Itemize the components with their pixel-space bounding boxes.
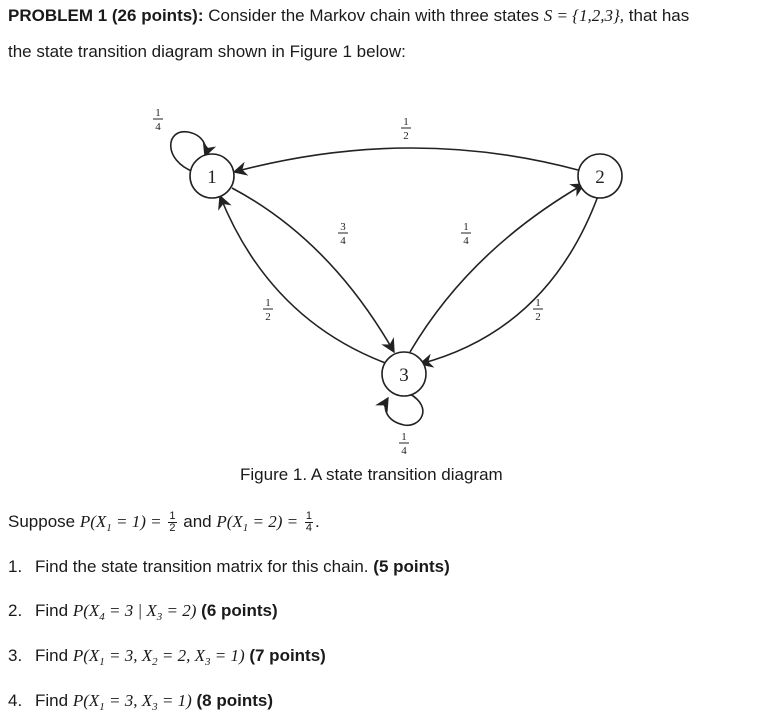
- prob-x1-eq-2: $P(X_1 = 2)$ =: [216, 511, 299, 534]
- question-4-points: (8 points): [196, 691, 273, 710]
- label-loop-3: [399, 431, 409, 457]
- edge-1-to-3: [232, 188, 394, 352]
- label-edge-3-2: [461, 221, 471, 247]
- label-edge-3-1: [263, 297, 273, 323]
- question-1-points: (5 points): [373, 557, 450, 576]
- svg-text:1: 1: [463, 221, 469, 233]
- svg-text:1: 1: [265, 297, 271, 309]
- svg-text:2: 2: [403, 130, 409, 142]
- label-loop-1: [153, 107, 163, 133]
- self-loop-3: [385, 394, 422, 425]
- and-word: and: [183, 511, 212, 531]
- label-edge-2-3: [533, 297, 543, 323]
- edge-2-to-1: [234, 148, 578, 172]
- question-3-points: (7 points): [249, 646, 326, 665]
- label-edge-2-1: [401, 116, 411, 142]
- problem-title: PROBLEM 1 (26 points):: [8, 6, 204, 25]
- prob-x1-eq-1: $P(X_1 = 1)$ =: [79, 511, 162, 534]
- suppose-line: Suppose $P(X_1 = 1)$ = $\frac{1}{2}$ and $P(X_1 = 2)$ = $\frac{1}{4}$ .: [8, 510, 320, 534]
- svg-text:1: 1: [401, 431, 407, 443]
- intro-text-b: that has: [628, 6, 690, 25]
- fraction-one-quarter: $\frac{1}{4}$: [305, 510, 313, 534]
- question-2: 2. Find $P(X_4 = 3$ | $X_3 = 2$) (6 points): [8, 601, 278, 623]
- svg-text:4: 4: [401, 445, 407, 457]
- svg-text:3: 3: [340, 221, 346, 233]
- fraction-one-half: $\frac{1}{2}$: [169, 510, 176, 534]
- state-node-2: [578, 154, 622, 198]
- state-node-2-label: 2: [595, 167, 605, 188]
- question-4: 4. Find $P(X_1 = 3$, $X_3 = 1$) (8 points): [8, 691, 273, 713]
- question-3: 3. Find $P(X_1 = 3$, $X_2 = 2$, $X_3 = 1$) (7 points): [8, 646, 326, 668]
- suppose-prefix: Suppose: [8, 511, 76, 531]
- label-edge-1-3: [338, 221, 348, 247]
- intro-text-a: Consider the Markov chain with three states: [208, 6, 539, 25]
- state-node-3: [382, 352, 426, 396]
- edge-3-to-2: [410, 184, 584, 352]
- edge-2-to-3: [420, 196, 598, 364]
- state-node-1: [190, 154, 234, 198]
- state-node-1-label: 1: [207, 167, 217, 188]
- svg-text:1: 1: [535, 297, 541, 309]
- figure-caption: Figure 1. A state transition diagram: [240, 465, 503, 484]
- svg-text:1: 1: [155, 107, 161, 119]
- edge-3-to-1: [220, 196, 388, 364]
- intro-line-2: the state transition diagram shown in Figure 1 below:: [8, 42, 406, 61]
- svg-text:4: 4: [155, 121, 161, 133]
- svg-text:2: 2: [535, 311, 541, 323]
- state-node-3-label: 3: [399, 365, 409, 386]
- svg-text:1: 1: [403, 116, 409, 128]
- svg-text:4: 4: [463, 235, 469, 247]
- svg-text:4: 4: [340, 235, 346, 247]
- question-1: 1. Find the state transition matrix for this chain. (5 points): [8, 557, 450, 576]
- question-2-points: (6 points): [201, 601, 278, 620]
- state-set: S = {1,2,3},: [543, 6, 625, 25]
- svg-text:2: 2: [265, 311, 271, 323]
